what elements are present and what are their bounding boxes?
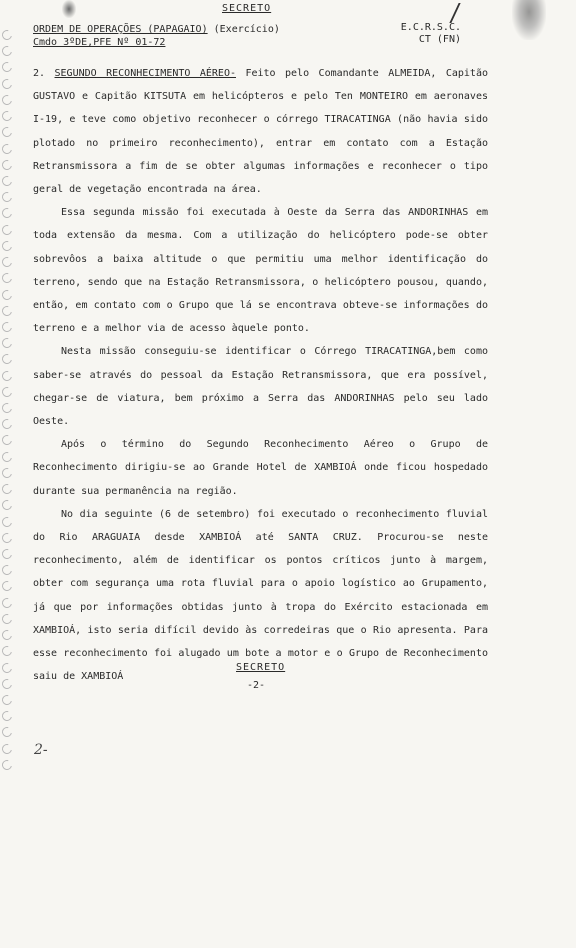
paragraph-1-text: Feito pelo Comandante ALMEIDA, Capitão GUSTAVO e Capitão KITSUTA em helicópteros e pelo Ten MONTEIRO em aeronaves I-19, e teve como objetivo reconhecer o córrego TIRACATINGA (não havia sido plotado no primeiro reconhecimento), entrar em contato com a Estação Retransmissora a fim de se obter algumas informações e reconhecer o tipo geral de vegetação encontrada na área. [33, 68, 488, 196]
header-org-block [397, 22, 461, 46]
paragraph-3: Nesta missão conseguiu-se identificar o Córrego TIRACATINGA,bem como saber-se através do pessoal da Estação Retransmissora, que era possível, chegar-se de viatura, bem próximo a Serra das ANDORINHAS pelo seu lado Oeste. [33, 346, 488, 428]
item-number: 2. [33, 68, 46, 79]
document-body [33, 62, 488, 688]
header-reference: Cmdo 3ºDE,PFE Nº 01-72 [33, 37, 166, 48]
handwritten-page-mark: 2- [34, 742, 48, 758]
header-title-suffix: (Exercício) [207, 24, 280, 35]
header-org-line1: E.C.R.S.C. [400, 22, 461, 33]
handwritten-check-mark [435, 3, 460, 23]
header-classification: SECRETO [222, 3, 272, 14]
header-title: ORDEM DE OPERAÇÕES (PAPAGAIO) [33, 24, 208, 35]
header-title-line [33, 23, 280, 36]
item-heading: SEGUNDO RECONHECIMENTO AÉREO- [54, 68, 236, 79]
punch-holes [2, 30, 16, 770]
page-number: -2- [247, 680, 266, 691]
header-title-block [33, 23, 280, 49]
paragraph-4: Após o término do Segundo Reconhecimento Aéreo o Grupo de Reconhecimento dirigiu-se ao Grande Hotel de XAMBIOÁ onde ficou hospedado durante sua permanência na região. [33, 439, 488, 497]
footer-classification: SECRETO [236, 662, 286, 673]
paragraph-2: Essa segunda missão foi executada à Oeste da Serra das ANDORINHAS em toda extensão da mesma. Com a utilização do helicóptero pode-se obter sobrevôos a baixa altitude o que permitiu uma melhor identificação do terreno, sendo que na Estação Retransmissora, o helicóptero pousou, quando, então, em contato com o Grupo que lá se encontrava obteve-se informações do terreno e a melhor via de acesso àquele ponto. [33, 207, 488, 335]
paragraph-1 [33, 62, 488, 201]
scan-smudge-small [62, 0, 76, 18]
scan-smudge [512, 0, 546, 40]
header-org-line2: CT (FN) [418, 34, 461, 45]
paragraph-5: No dia seguinte (6 de setembro) foi executado o reconhecimento fluvial do Rio ARAGUAIA desde XAMBIOÁ até SANTA CRUZ. Procurou-se neste reconhecimento, além de identificar os pontos críticos junto à margem, obter com segurança uma rota fluvial para o apoio logístico ao Grupamento, já que por informações obtidas junto à tropa do Exército estacionada em XAMBIOÁ, isto seria difícil devido às corredeiras que o Rio apresenta. Para esse reconhecimento foi alugado um bote a motor e o Grupo de Reconhecimento saiu de XAMBIOÁ [33, 508, 488, 683]
